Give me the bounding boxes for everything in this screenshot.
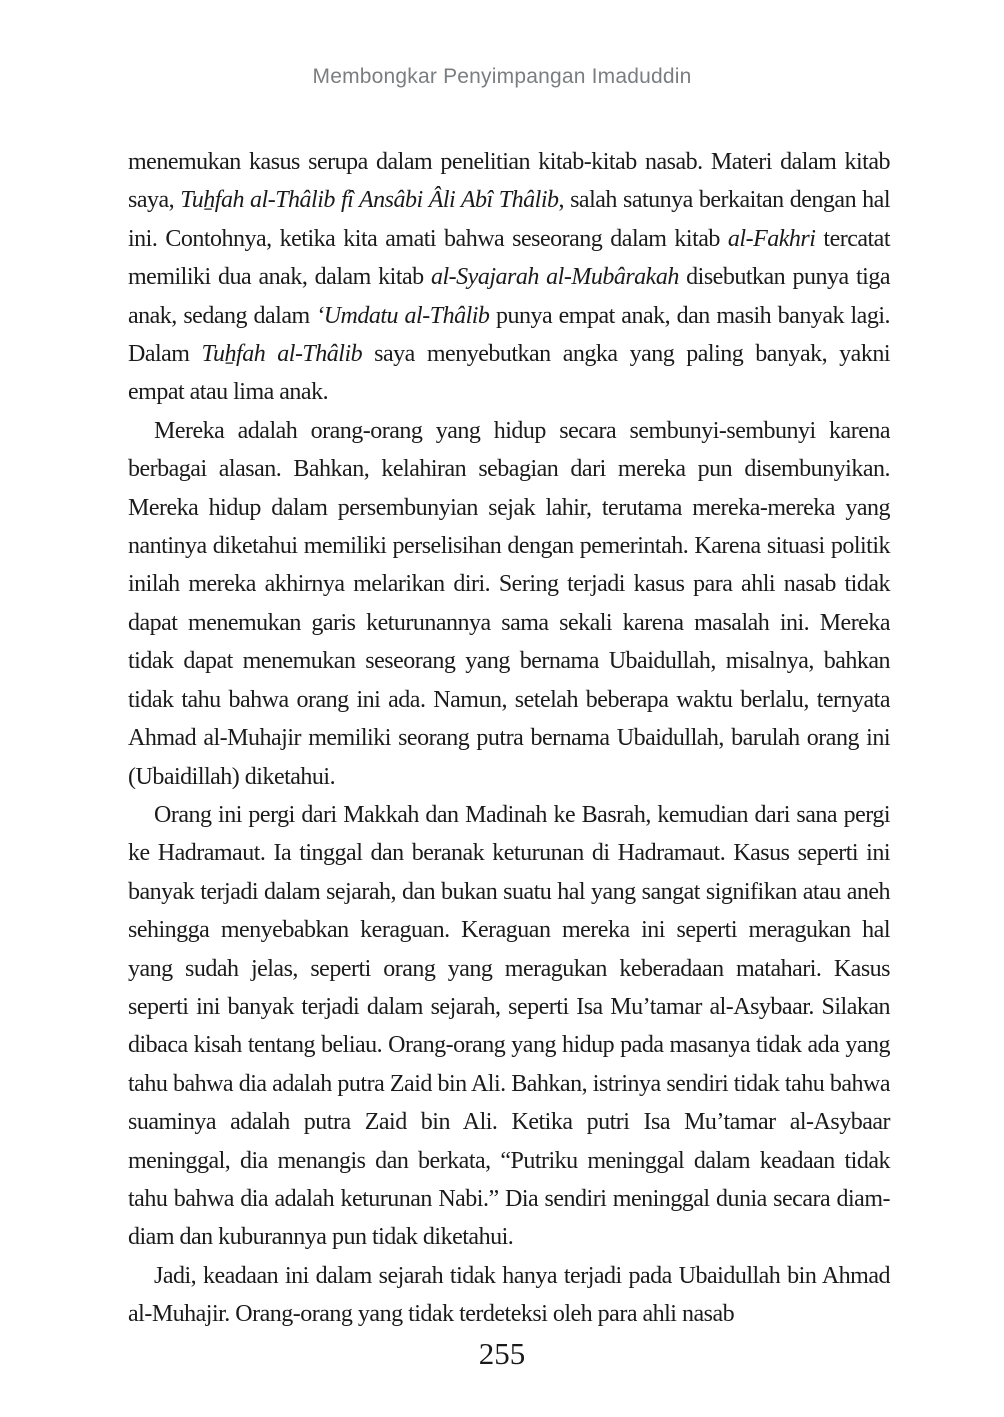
paragraph [128,1257,890,1334]
text-run: Jadi, keadaan ini dalam sejarah tidak hanya terjadi pada Ubaidullah bin Ahmad al-Muhajir. Orang-orang yang tidak terdeteksi oleh para ahli nasab [128,1262,890,1328]
book-title-italic: ‘Umdatu al-Thâlib [316,302,490,329]
text-run: Mereka adalah orang-orang yang hidup secara sembunyi-sembunyi karena berbagai alasan. Bahkan, kelahiran sebagian dari mereka pun disembunyikan. Mereka hidup dalam persembunyian sejak lahir, terutama mereka-mereka yang nantinya diketahui memiliki perselisihan dengan pemerintah. Karena situasi politik inilah mereka akhirnya melarikan diri. Sering terjadi kasus para ahli nasab tidak dapat menemukan garis keturunannya sama sekali karena masalah ini. Mereka tidak dapat menemukan seseorang yang bernama Ubaidullah, misalnya, bahkan tidak tahu bahwa orang ini ada. Namun, setelah beberapa waktu berlalu, ternyata Ahmad al-Muhajir memiliki seorang putra bernama Ubaidullah, barulah orang ini (Ubaidillah) diketahui. [128,417,890,790]
running-header: Membongkar Penyimpangan Imaduddin [312,65,692,88]
book-title-italic: al-Syajarah al-Mubârakah [431,264,679,291]
text-run: Orang ini pergi dari Makkah dan Madinah ke Basrah, kemudian dari sana pergi ke Hadramaut. Ia tinggal dan beranak keturunan di Hadramaut. Kasus seperti ini banyak terjadi dalam sejarah, dan bukan suatu hal yang sangat signifikan atau aneh sehingga menyebabkan keraguan. Keraguan mereka ini seperti meragukan hal yang sudah jelas, seperti orang yang meragukan keberadaan matahari. Kasus seperti ini banyak terjadi dalam sejarah, seperti Isa Mu’tamar al-Asybaar. Silakan dibaca kisah tentang beliau. Orang-orang yang hidup pada masanya tidak ada yang tahu bahwa dia adalah putra Zaid bin Ali. Bahkan, istrinya sendiri tidak tahu bahwa suaminya adalah putra Zaid bin Ali. Ketika putri Isa Mu’tamar al-Asybaar meninggal, dia menangis dan berkata, “Putriku meninggal dalam keadaan tidak tahu bahwa dia adalah keturunan Nabi.” Dia sendiri meninggal dunia secara diam-diam dan kuburannya pun tidak diketahui. [128,801,890,1251]
body-text [128,143,890,1334]
text-run: disebutkan punya tiga anak, sedang dalam [128,264,891,329]
text-run: punya empat anak, dan masih banyak lagi. Dalam [128,302,891,368]
text-run: tercatat memiliki dua anak, dalam kitab [128,225,891,291]
book-title-italic: Tuẖfah al-Thâlib fî Ansâbi Âli Abî Thâlib [180,187,559,214]
text-run: menemukan kasus serupa dalam penelitian kitab-kitab nasab. Materi dalam kitab saya, [128,149,890,214]
book-title-italic: al-Fakhri [727,225,816,252]
page-number: 255 [478,1336,526,1371]
text-run: , salah satunya berkaitan dengan hal ini. Contohnya, ketika kita amati bahwa seseorang dalam kitab [128,187,890,252]
paragraph [128,143,890,412]
book-title-italic: Tuẖfah al-Thâlib [201,341,363,368]
text-run: saya menyebutkan angka yang paling banyak, yakni empat atau lima anak. [128,341,890,406]
paragraph [128,796,890,1257]
paragraph [128,412,890,796]
